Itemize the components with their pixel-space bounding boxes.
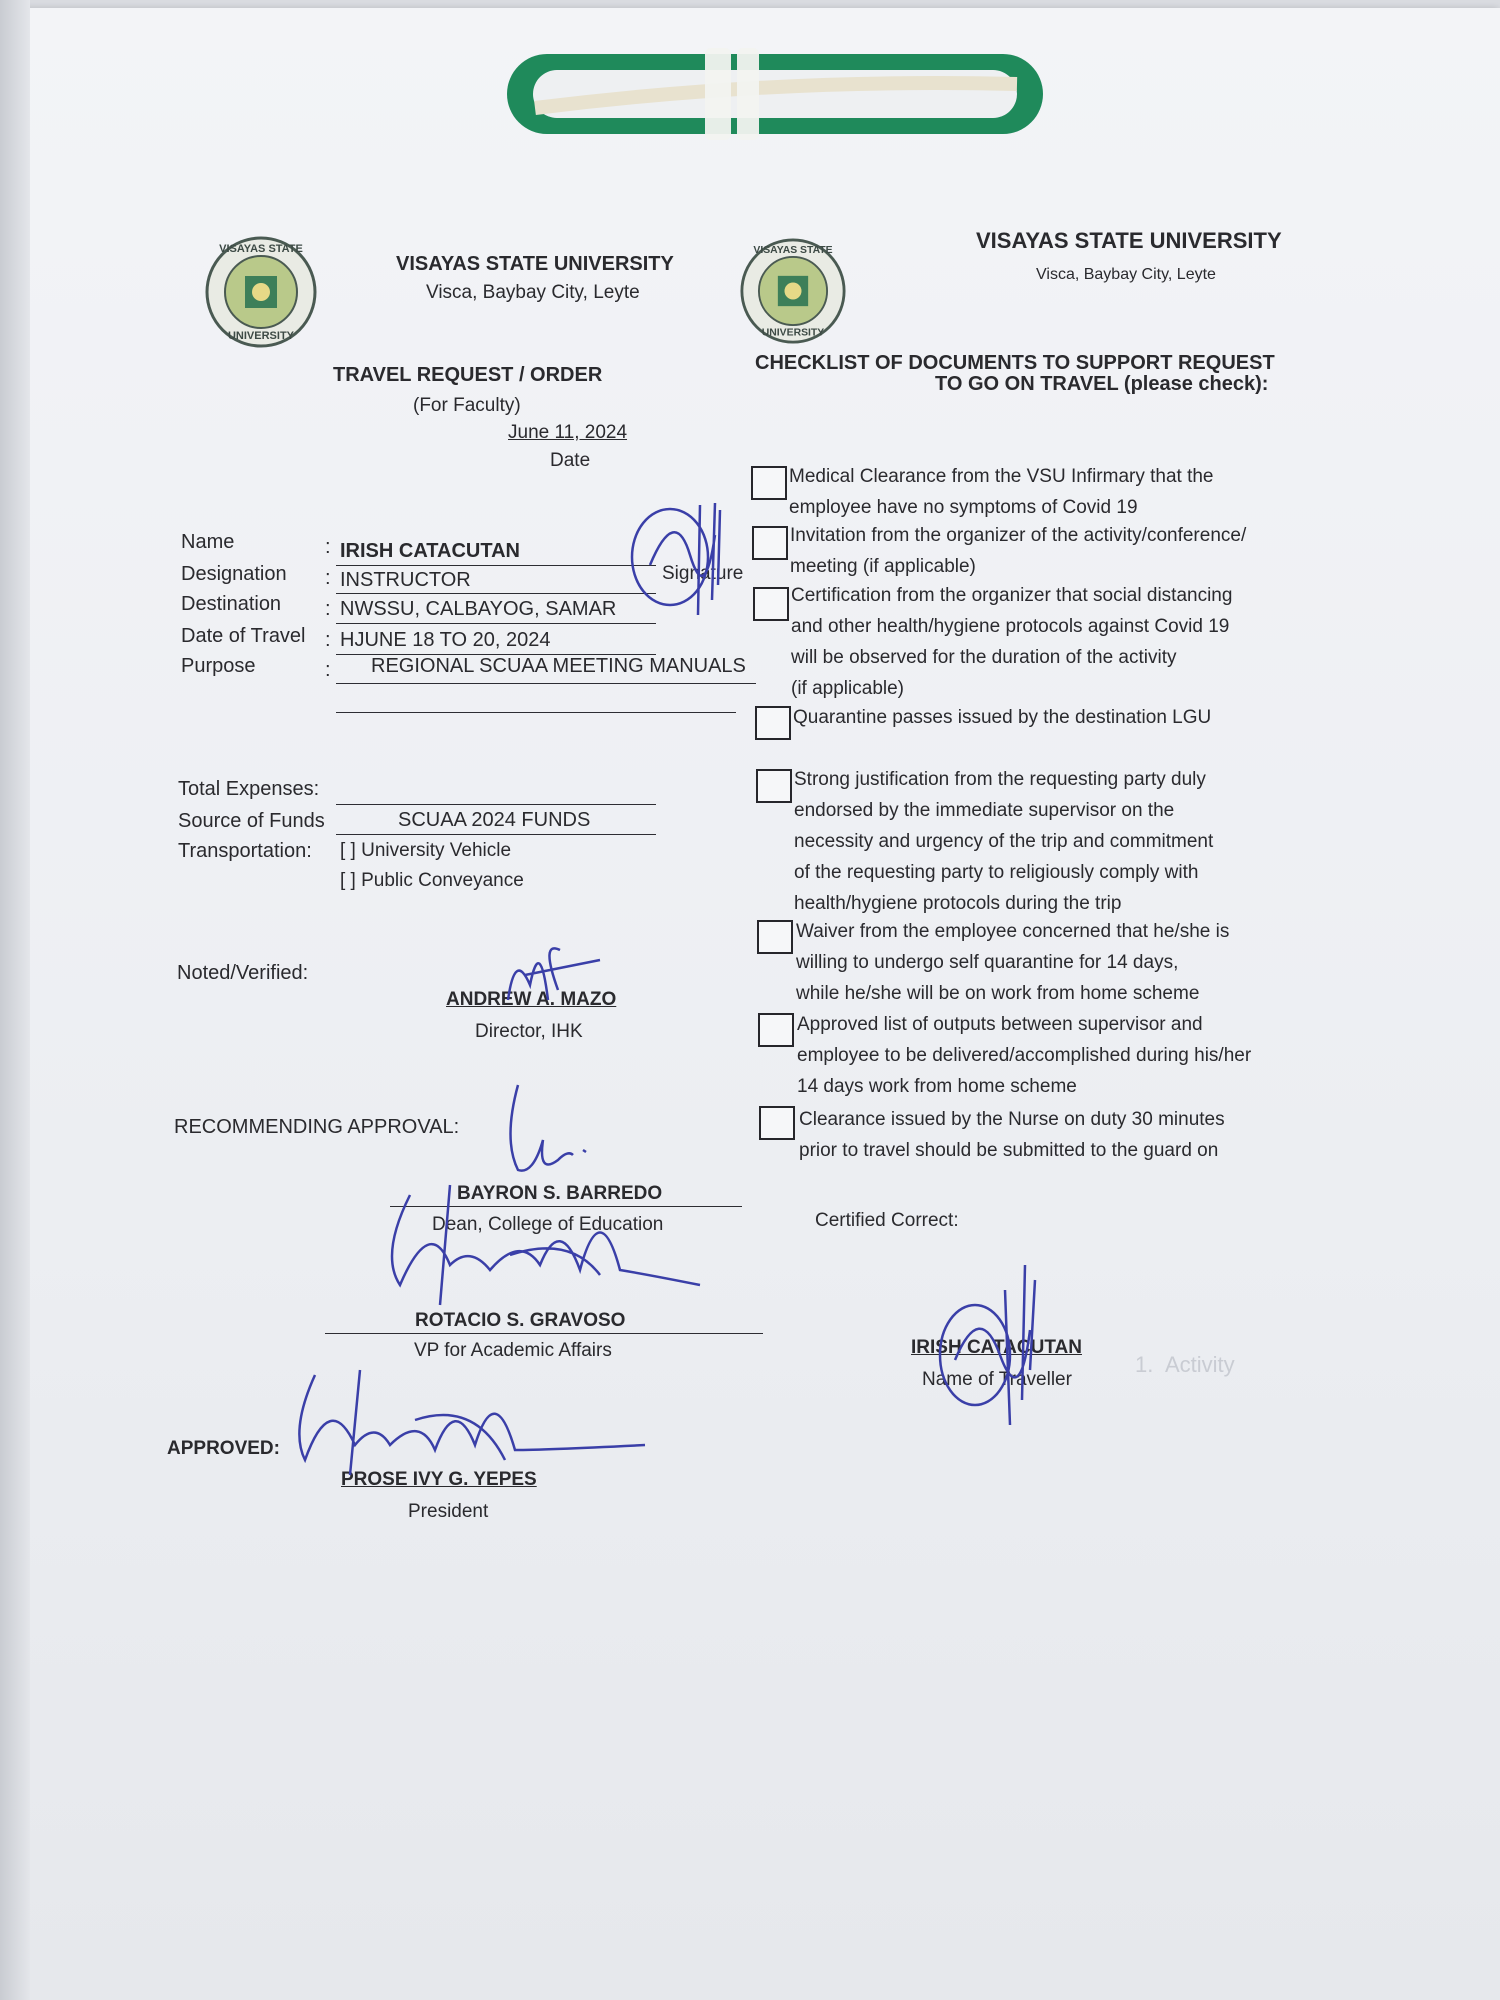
field-colon: : <box>325 659 331 681</box>
checklist-item: Strong justification from the requesting party duly endorsed by the immediate supervisor on the necessity and urgency of the trip and commitment of the requesting party to religiously comply with health/hygiene protocols during the trip <box>794 769 1214 914</box>
svg-text:VISAYAS STATE: VISAYAS STATE <box>219 243 303 255</box>
designation-value: INSTRUCTOR <box>340 569 471 591</box>
checklist-checkbox[interactable] <box>756 769 792 803</box>
svg-text:UNIVERSITY: UNIVERSITY <box>761 327 825 339</box>
checklist-checkbox[interactable] <box>753 587 789 621</box>
name-value: IRISH CATACUTAN <box>340 540 520 562</box>
form-title: TRAVEL REQUEST / ORDER <box>333 364 603 386</box>
page-fold-shadow <box>0 0 30 2000</box>
field-colon: : <box>325 598 331 620</box>
checklist-item: Clearance issued by the Nurse on duty 30 minutes prior to travel should be submitted to the guard on <box>799 1109 1225 1161</box>
approved-name: PROSE IVY G. YEPES <box>341 1469 537 1490</box>
field-colon: : <box>325 536 331 558</box>
field-underline <box>336 565 656 566</box>
checklist-item: Medical Clearance from the VSU Infirmary that the employee have no symptoms of Covid 19 <box>789 466 1214 518</box>
field-colon: : <box>325 567 331 589</box>
checklist-item: Quarantine passes issued by the destination LGU <box>793 707 1212 728</box>
field-underline <box>336 834 656 835</box>
traveller-name: IRISH CATACUTAN <box>911 1337 1082 1358</box>
checklist-item: Approved list of outputs between supervisor and employee to be delivered/accomplished during his/her 14 days work from home scheme <box>797 1014 1252 1097</box>
noted-name: ANDREW A. MAZO <box>446 989 617 1010</box>
checklist-item: Invitation from the organizer of the activity/conference/ meeting (if applicable) <box>790 525 1247 577</box>
transportation-label: Transportation: <box>178 840 312 862</box>
checklist-item: Certification from the organizer that social distancing and other health/hygiene protocols against Covid 19 will be observed for the duration of the activity (if applicable) <box>791 585 1233 699</box>
field-colon: : <box>325 629 331 651</box>
checklist-title: CHECKLIST OF DOCUMENTS TO SUPPORT REQUEST <box>755 352 1275 374</box>
source-of-funds-value: SCUAA 2024 FUNDS <box>398 809 591 831</box>
signature-line <box>325 1333 763 1334</box>
svg-text:VISAYAS STATE: VISAYAS STATE <box>753 245 833 257</box>
signature-line <box>390 1206 742 1207</box>
university-seal-icon <box>205 236 317 348</box>
approved-label: APPROVED: <box>167 1438 280 1459</box>
university-address: Visca, Baybay City, Leyte <box>1036 266 1216 283</box>
approved-title: President <box>408 1501 489 1522</box>
transport-option[interactable]: [ ] University Vehicle <box>340 840 512 861</box>
vp-name: ROTACIO S. GRAVOSO <box>415 1310 626 1331</box>
noted-label: Noted/Verified: <box>177 962 309 984</box>
checklist-item: Waiver from the employee concerned that he/she is willing to undergo self quarantine for 14 days, while he/she will be on work from home scheme <box>796 921 1230 1004</box>
svg-text:UNIVERSITY: UNIVERSITY <box>227 330 295 342</box>
total-expenses-label: Total Expenses: <box>178 778 320 800</box>
destination-value: NWSSU, CALBAYOG, SAMAR <box>340 598 617 620</box>
binder-clip-icon <box>505 48 1045 140</box>
field-underline <box>336 593 656 594</box>
university-address: Visca, Baybay City, Leyte <box>426 282 640 303</box>
checklist-checkbox[interactable] <box>755 706 791 740</box>
university-name: VISAYAS STATE UNIVERSITY <box>976 228 1282 253</box>
source-of-funds-label: Source of Funds <box>178 810 325 832</box>
field-label: Destination <box>181 593 282 615</box>
recommending-name: BAYRON S. BARREDO <box>457 1183 663 1204</box>
request-date: June 11, 2024 <box>508 422 628 443</box>
traveller-label: Name of Traveller <box>922 1369 1072 1390</box>
checklist-checkbox[interactable] <box>758 1013 794 1047</box>
field-underline <box>336 712 736 713</box>
field-underline <box>336 623 656 624</box>
noted-title: Director, IHK <box>475 1021 583 1042</box>
checklist-title: TO GO ON TRAVEL (please check): <box>935 373 1269 395</box>
checklist-checkbox[interactable] <box>757 920 793 954</box>
field-underline <box>336 683 756 684</box>
checklist-checkbox[interactable] <box>752 526 788 560</box>
date-label: Date <box>550 450 591 471</box>
checklist-checkbox[interactable] <box>759 1106 795 1140</box>
university-seal-icon <box>740 238 846 344</box>
field-label: Purpose <box>181 655 256 677</box>
field-label: Date of Travel <box>181 625 306 647</box>
recommending-title: Dean, College of Education <box>432 1214 664 1235</box>
field-label: Designation <box>181 563 287 585</box>
transport-option[interactable]: [ ] Public Conveyance <box>340 870 524 891</box>
checklist-checkbox[interactable] <box>751 466 787 500</box>
university-name: VISAYAS STATE UNIVERSITY <box>396 253 674 275</box>
field-label: Name <box>181 531 235 553</box>
vp-title: VP for Academic Affairs <box>414 1340 612 1361</box>
signature-label: Signature <box>662 563 744 584</box>
form-subtitle: (For Faculty) <box>413 395 521 416</box>
field-underline <box>336 804 656 805</box>
travel-date-value: HJUNE 18 TO 20, 2024 <box>340 629 551 651</box>
purpose-value: REGIONAL SCUAA MEETING MANUALS <box>371 655 746 677</box>
recommending-label: RECOMMENDING APPROVAL: <box>174 1116 460 1138</box>
certified-label: Certified Correct: <box>815 1210 959 1231</box>
